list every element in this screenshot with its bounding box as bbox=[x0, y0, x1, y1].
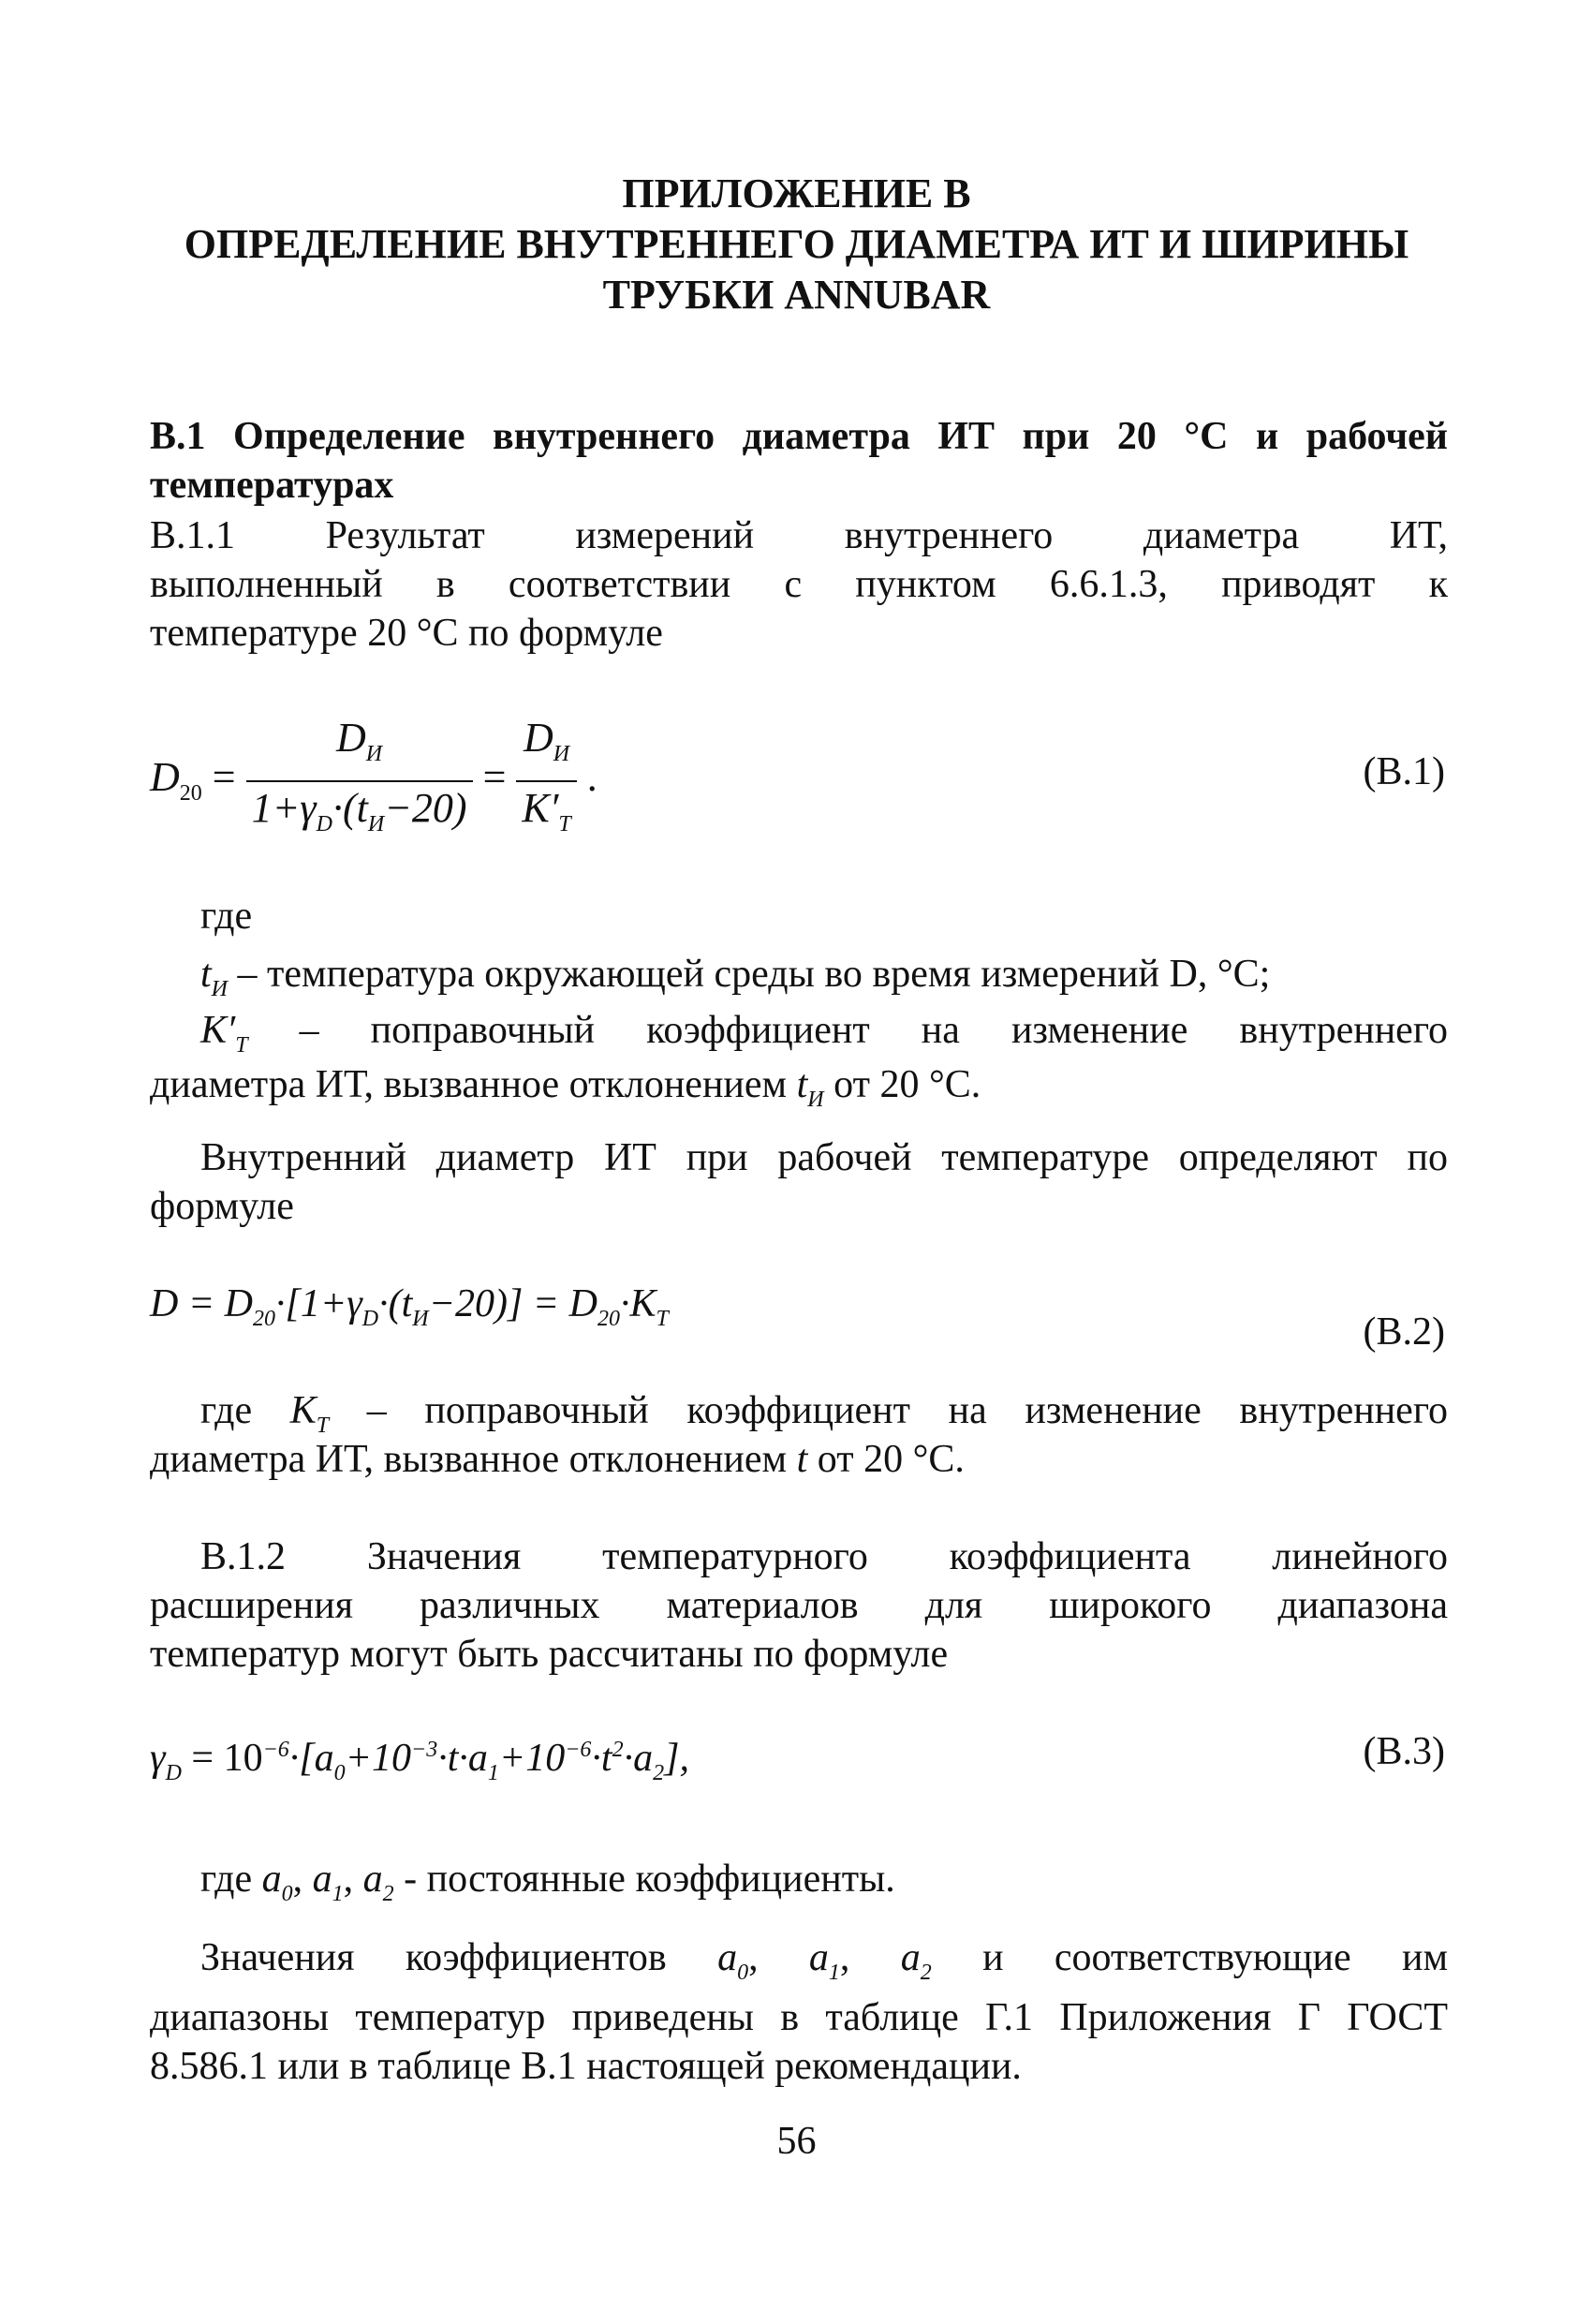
section-heading-b1-cont: температурах bbox=[150, 464, 394, 507]
equation-b1-fraction1: $\frac{D_И}{1+\gamma_D\cdot(t_И-20)}$ bbox=[246, 712, 473, 851]
paragraph-b12-line1: В.1.2 Значения температурного коэффициента линейного bbox=[200, 1535, 1448, 1578]
equation-b1-fraction2: $\frac{D_И}{K'_T}$ bbox=[516, 712, 576, 851]
paragraph-b11-line1: В.1.1 Результат измерений внутреннего диаметра ИТ, bbox=[150, 514, 1448, 557]
paragraph-coefficients-line1: Значения коэффициентов $a_0$, $a_1$, $a_2$ и соответствующие им bbox=[200, 1936, 1449, 1985]
equation-b2-number: (В.2) bbox=[1363, 1310, 1445, 1354]
paragraph-b12-line2: расширения различных материалов для широкого диапазона bbox=[150, 1584, 1448, 1627]
paragraph-working-temp-line2: формуле bbox=[150, 1185, 294, 1228]
equation-b2: $D = D_{20}\cdot[1+\gamma_D\cdot(t_И-20)] = D_{20}\cdot K_T$ bbox=[150, 1282, 669, 1331]
where1-k-definition-cont: диаметра ИТ, вызванное отклонением $t_И$ от 20 °С. bbox=[150, 1063, 981, 1112]
paragraph-b11-line2: выполненный в соответствии с пунктом 6.6.1.3, приводят к bbox=[150, 563, 1448, 606]
where1-k-definition: $K'_T$ – поправочный коэффициент на изменение внутреннего bbox=[200, 1009, 1448, 1058]
equation-b3-number: (В.3) bbox=[1363, 1730, 1445, 1773]
where2-line2: диаметра ИТ, вызванное отклонением t от 20 °С. bbox=[150, 1438, 965, 1481]
page-number: 56 bbox=[776, 2120, 817, 2163]
paragraph-coefficients-line3: 8.586.1 или в таблице В.1 настоящей рекомендации. bbox=[150, 2045, 1022, 2088]
where-label-1: где bbox=[200, 895, 253, 938]
where3-line: где $a_0$, $a_1$, $a_2$ - постоянные коэффициенты. bbox=[200, 1858, 895, 1906]
appendix-subtitle-line2: ТРУБКИ ANNUBAR bbox=[602, 272, 991, 318]
paragraph-b11-line3: температуре 20 °С по формуле bbox=[150, 612, 663, 655]
where2-line1: где $K_T$ – поправочный коэффициент на изменение внутреннего bbox=[200, 1389, 1448, 1438]
equation-b3: $\gamma_D = 10^{-6}\cdot[a_0+10^{-3}\cdot t\cdot a_1+10^{-6}\cdot t^2\cdot a_2]$, bbox=[150, 1737, 689, 1785]
equation-b1-number: (В.1) bbox=[1363, 750, 1445, 793]
appendix-title: ПРИЛОЖЕНИЕ В bbox=[622, 170, 971, 216]
section-heading-b1: В.1 Определение внутреннего диаметра ИТ при 20 °С и рабочей bbox=[150, 415, 1448, 458]
paragraph-coefficients-line2: диапазоны температур приведены в таблице Г.1 Приложения Г ГОСТ bbox=[150, 1996, 1448, 2039]
paragraph-working-temp-line1: Внутренний диаметр ИТ при рабочей температуре определяют по bbox=[200, 1136, 1448, 1179]
where1-t-definition: $t_И$ – температура окружающей среды во время измерений D, °С; bbox=[200, 953, 1271, 1001]
appendix-subtitle-line1: ОПРЕДЕЛЕНИЕ ВНУТРЕННЕГО ДИАМЕТРА ИТ И ШИРИНЫ bbox=[184, 221, 1409, 267]
equation-b1: $D_{20}$ = $\frac{D_И}{1+\gamma_D\cdot(t_И-20)}$ = $\frac{D_И}{K'_T}$ . bbox=[150, 712, 597, 851]
paragraph-b12-line3: температур могут быть рассчитаны по формуле bbox=[150, 1633, 949, 1676]
